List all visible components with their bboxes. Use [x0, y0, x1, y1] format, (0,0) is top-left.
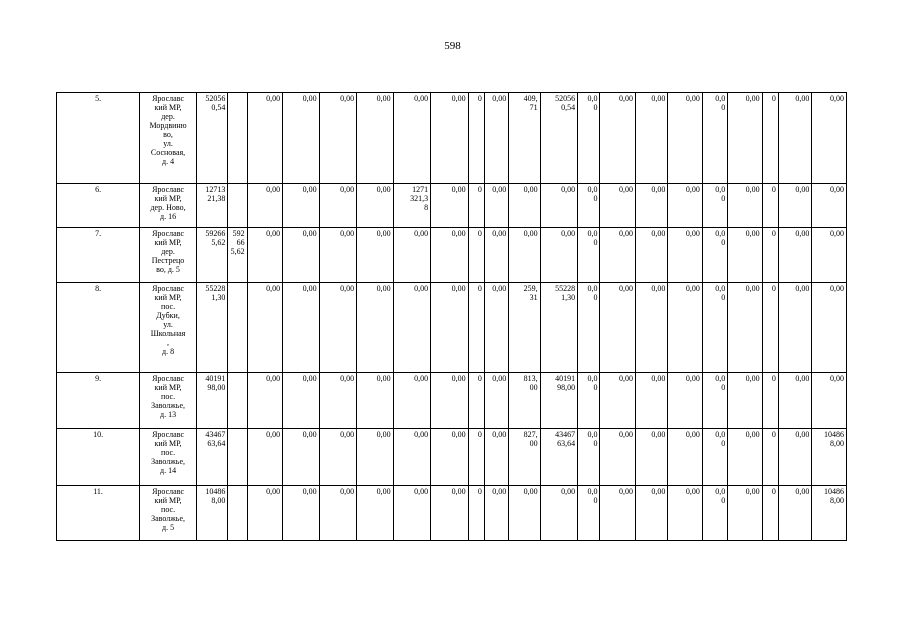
value-cell: 0,00	[283, 373, 320, 429]
value-cell: 0	[468, 184, 484, 228]
value-cell: 10486 8,00	[812, 429, 847, 486]
value-cell: 0	[762, 93, 778, 184]
value-cell: 0,00	[393, 486, 431, 541]
value-cell: 10486 8,00	[812, 486, 847, 541]
value-cell: 0,00	[247, 486, 282, 541]
value-cell: 0,00	[635, 184, 667, 228]
value-cell: 0,00	[431, 486, 469, 541]
value-cell: 0,00	[393, 228, 431, 283]
value-cell: 0	[762, 283, 778, 373]
row-index-cell: 11.	[57, 486, 140, 541]
row-index-cell: 5.	[57, 93, 140, 184]
value-cell: 0	[468, 373, 484, 429]
row-index-cell: 8.	[57, 283, 140, 373]
value-cell: 0,0 0	[702, 429, 727, 486]
row-index-cell: 7.	[57, 228, 140, 283]
value-cell: 0,00	[728, 373, 762, 429]
value-cell: 55228 1,30	[196, 283, 227, 373]
value-cell: 0,00	[484, 373, 508, 429]
table-row	[57, 373, 847, 429]
value-cell: 0,00	[283, 486, 320, 541]
value-cell: 0,00	[778, 429, 811, 486]
value-cell: 0,00	[484, 228, 508, 283]
data-table	[56, 92, 847, 541]
value-cell: 43467 63,64	[196, 429, 227, 486]
page-number: 598	[444, 40, 461, 52]
value-cell: 0,00	[484, 184, 508, 228]
value-cell: 12713 21,38	[196, 184, 227, 228]
value-cell: 59266 5,62	[228, 228, 247, 283]
value-cell: 10486 8,00	[196, 486, 227, 541]
value-cell: 0,00	[728, 228, 762, 283]
value-cell: 0,00	[778, 93, 811, 184]
value-cell: 0,00	[668, 228, 702, 283]
table-row	[57, 283, 847, 373]
value-cell: 0,00	[283, 283, 320, 373]
value-cell: 0,00	[812, 184, 847, 228]
value-cell: 0,00	[778, 486, 811, 541]
value-cell: 0,00	[668, 184, 702, 228]
value-cell: 0,00	[431, 429, 469, 486]
value-cell: 0,00	[778, 373, 811, 429]
value-cell: 0,00	[393, 283, 431, 373]
value-cell: 0,00	[484, 93, 508, 184]
value-cell: 0,00	[357, 228, 394, 283]
table-row	[57, 184, 847, 228]
value-cell: 0,00	[431, 184, 469, 228]
value-cell: 0,00	[728, 184, 762, 228]
value-cell: 0,00	[484, 486, 508, 541]
address-cell: Ярославс кий МР, дер. Ново, д. 16	[140, 184, 197, 228]
value-cell: 0	[762, 373, 778, 429]
value-cell: 0,00	[728, 283, 762, 373]
value-cell: 0,00	[812, 283, 847, 373]
value-cell: 0	[468, 93, 484, 184]
table-row	[57, 429, 847, 486]
value-cell: 0,00	[319, 283, 357, 373]
row-index-cell: 6.	[57, 184, 140, 228]
value-cell: 0,00	[635, 429, 667, 486]
value-cell: 0,00	[668, 373, 702, 429]
value-cell: 0,00	[600, 373, 635, 429]
value-cell: 0,00	[600, 184, 635, 228]
value-cell: 0,00	[540, 228, 578, 283]
address-cell: Ярославс кий МР, пос. Заволжье, д. 14	[140, 429, 197, 486]
value-cell	[228, 486, 247, 541]
value-cell: 0,00	[509, 228, 540, 283]
address-cell: Ярославс кий МР, пос. Заволжье, д. 13	[140, 373, 197, 429]
value-cell	[228, 93, 247, 184]
value-cell: 813, 00	[509, 373, 540, 429]
value-cell: 0,00	[431, 283, 469, 373]
value-cell: 40191 98,00	[540, 373, 578, 429]
value-cell: 0,00	[431, 373, 469, 429]
table-row	[57, 93, 847, 184]
value-cell: 43467 63,64	[540, 429, 578, 486]
value-cell: 0,00	[319, 486, 357, 541]
value-cell: 0,00	[509, 184, 540, 228]
table-row	[57, 486, 847, 541]
value-cell: 0,0 0	[702, 93, 727, 184]
address-cell: Ярославс кий МР, пос. Заволжье, д. 5	[140, 486, 197, 541]
value-cell: 0,00	[812, 93, 847, 184]
value-cell: 0,00	[812, 373, 847, 429]
value-cell: 0,00	[431, 228, 469, 283]
value-cell: 0,00	[247, 228, 282, 283]
value-cell: 0,00	[540, 184, 578, 228]
value-cell: 0,00	[357, 93, 394, 184]
value-cell: 52056 0,54	[196, 93, 227, 184]
address-cell: Ярославс кий МР, дер. Мордвиню во, ул. Сосновая, д. 4	[140, 93, 197, 184]
value-cell: 0,00	[357, 486, 394, 541]
value-cell: 0,00	[728, 93, 762, 184]
value-cell: 0,00	[509, 486, 540, 541]
value-cell: 0,00	[247, 184, 282, 228]
value-cell: 0,00	[778, 184, 811, 228]
value-cell: 0,00	[812, 228, 847, 283]
value-cell: 0,0 0	[578, 93, 600, 184]
value-cell: 0,00	[283, 184, 320, 228]
row-index-cell: 9.	[57, 373, 140, 429]
value-cell: 0,00	[393, 93, 431, 184]
value-cell: 1271 321,3 8	[393, 184, 431, 228]
value-cell: 0	[762, 184, 778, 228]
value-cell: 59266 5,62	[196, 228, 227, 283]
value-cell: 0,00	[778, 228, 811, 283]
value-cell	[228, 373, 247, 429]
value-cell: 0,00	[635, 93, 667, 184]
value-cell: 0	[468, 429, 484, 486]
value-cell: 0	[762, 228, 778, 283]
value-cell: 0,00	[635, 283, 667, 373]
value-cell: 827, 00	[509, 429, 540, 486]
value-cell: 0,00	[319, 184, 357, 228]
value-cell: 0,00	[357, 184, 394, 228]
value-cell	[228, 429, 247, 486]
value-cell: 0,0 0	[702, 184, 727, 228]
value-cell: 0,00	[484, 283, 508, 373]
row-index-cell: 10.	[57, 429, 140, 486]
value-cell: 0,00	[668, 283, 702, 373]
value-cell: 0,00	[600, 283, 635, 373]
value-cell: 40191 98,00	[196, 373, 227, 429]
value-cell	[228, 184, 247, 228]
value-cell: 0,00	[247, 93, 282, 184]
value-cell: 0,0 0	[702, 486, 727, 541]
value-cell: 0,00	[283, 93, 320, 184]
value-cell: 0,0 0	[578, 283, 600, 373]
value-cell: 0,00	[600, 429, 635, 486]
value-cell: 0,00	[668, 486, 702, 541]
value-cell: 0,00	[357, 373, 394, 429]
value-cell: 0,00	[728, 486, 762, 541]
value-cell: 0	[468, 486, 484, 541]
address-cell: Ярославс кий МР, пос. Дубки, ул. Школьная , д. 8	[140, 283, 197, 373]
value-cell: 0,00	[778, 283, 811, 373]
value-cell: 0,00	[600, 486, 635, 541]
value-cell: 0,00	[393, 373, 431, 429]
value-cell: 0,0 0	[702, 283, 727, 373]
value-cell: 0	[762, 486, 778, 541]
value-cell: 0,00	[357, 283, 394, 373]
value-cell: 0,0 0	[578, 486, 600, 541]
value-cell: 52056 0,54	[540, 93, 578, 184]
value-cell: 0,00	[600, 93, 635, 184]
value-cell: 0,00	[668, 429, 702, 486]
address-cell: Ярославс кий МР, дер. Пестрецо во, д. 5	[140, 228, 197, 283]
value-cell: 0,0 0	[702, 228, 727, 283]
value-cell: 259, 31	[509, 283, 540, 373]
value-cell: 0,00	[393, 429, 431, 486]
value-cell: 0,00	[635, 486, 667, 541]
value-cell: 0,00	[635, 373, 667, 429]
value-cell: 0,00	[357, 429, 394, 486]
value-cell: 0,00	[319, 228, 357, 283]
value-cell	[228, 283, 247, 373]
value-cell: 0,00	[431, 93, 469, 184]
value-cell: 0,00	[319, 373, 357, 429]
value-cell: 0,0 0	[578, 373, 600, 429]
value-cell: 0	[468, 283, 484, 373]
value-cell: 0,00	[540, 486, 578, 541]
value-cell: 0	[468, 228, 484, 283]
value-cell: 409, 71	[509, 93, 540, 184]
value-cell: 55228 1,30	[540, 283, 578, 373]
value-cell: 0,0 0	[702, 373, 727, 429]
value-cell: 0	[762, 429, 778, 486]
value-cell: 0,00	[728, 429, 762, 486]
value-cell: 0,0 0	[578, 184, 600, 228]
table-row	[57, 228, 847, 283]
value-cell: 0,00	[484, 429, 508, 486]
value-cell: 0,0 0	[578, 429, 600, 486]
value-cell: 0,00	[247, 373, 282, 429]
value-cell: 0,00	[319, 429, 357, 486]
value-cell: 0,00	[247, 283, 282, 373]
value-cell: 0,00	[283, 429, 320, 486]
value-cell: 0,0 0	[578, 228, 600, 283]
value-cell: 0,00	[668, 93, 702, 184]
value-cell: 0,00	[635, 228, 667, 283]
value-cell: 0,00	[247, 429, 282, 486]
value-cell: 0,00	[600, 228, 635, 283]
value-cell: 0,00	[283, 228, 320, 283]
value-cell: 0,00	[319, 93, 357, 184]
